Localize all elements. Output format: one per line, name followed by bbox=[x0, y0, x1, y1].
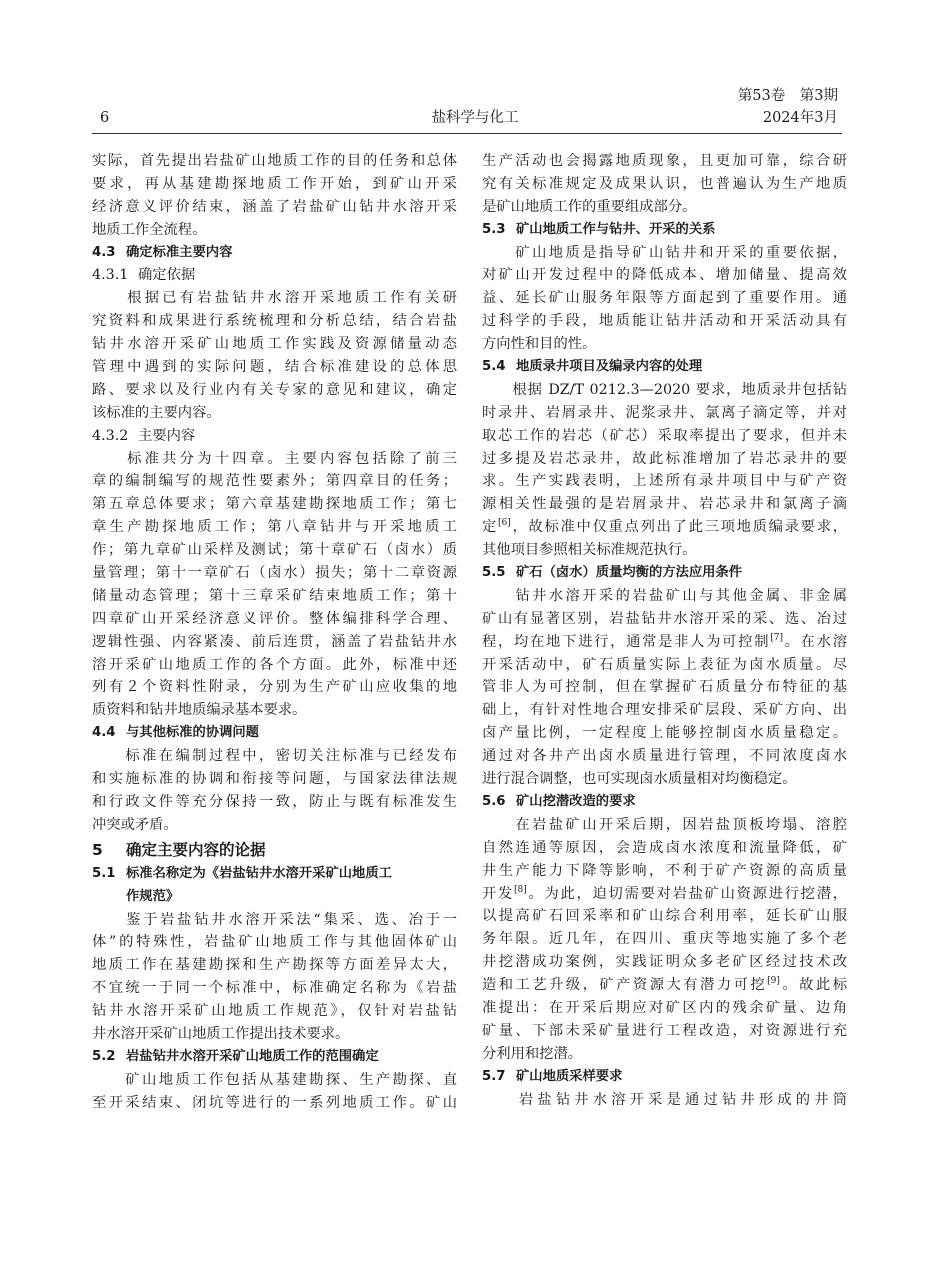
text-line: 其他项目参照相关标准规范执行。 bbox=[482, 542, 697, 559]
text-line: 地质工作在基建勘探和生产勘探等方面差异太大， bbox=[92, 957, 457, 974]
text-line: 地质工作全流程。 bbox=[92, 221, 207, 238]
subsection-heading bbox=[92, 886, 457, 909]
text-line: 源相关性最强的是岩屑录井、岩芯录井和氯离子滴 bbox=[482, 496, 847, 513]
text-line: 自然连通等原因，会造成卤水浓度和流量降低，矿 bbox=[482, 839, 847, 856]
heading-text: 确定标准主要内容 bbox=[126, 244, 233, 260]
subsection-heading bbox=[92, 425, 457, 448]
heading-text: 岩盐钻井水溶开采矿山地质工作的范围确定 bbox=[126, 1048, 379, 1064]
text-line: 管非人为可控制，但在掌握矿石质量分布特征的基 bbox=[482, 679, 847, 696]
heading-number: 5.2 bbox=[92, 1048, 116, 1064]
text-line: 过科学的手段，地质能让钻井活动和开采活动具有 bbox=[482, 313, 847, 330]
text-line: 进行混合调整，也可实现卤水质量相对均衡稳定。 bbox=[482, 771, 797, 788]
text-line: 经济意义评价结束，涵盖了岩盐矿山钻井水溶开采 bbox=[92, 198, 457, 215]
heading-number: 5 bbox=[92, 840, 103, 859]
right-column bbox=[482, 150, 847, 1111]
heading-text: 确定依据 bbox=[138, 267, 196, 284]
text-line: 卤产量比例，一定程度上能够控制卤水质量稳定。 bbox=[482, 725, 847, 742]
text-line: 在岩盐矿山开采后期，因岩盐顶板垮塌、溶腔 bbox=[482, 816, 847, 833]
text-line: 造和工艺升级，矿产资源大有潜力可挖[9]。故此标 bbox=[482, 976, 847, 994]
text-line: 钻井水溶开采的岩盐矿山与其他金属、非金属 bbox=[482, 587, 847, 604]
text-line: 管理中遇到的实际问题，结合标准建设的总体思 bbox=[92, 359, 457, 376]
subsection-heading bbox=[482, 219, 847, 242]
heading-text: 地质录井项目及编录内容的处理 bbox=[516, 359, 703, 375]
text-line: 矿山地质是指导矿山钻井和开采的重要依据， bbox=[482, 244, 847, 261]
text-line: 路、要求以及行业内有关专家的意见和建议，确定 bbox=[92, 381, 457, 398]
text-line: 至开采结束、闭坑等进行的一系列地质工作。矿山 bbox=[92, 1094, 457, 1111]
heading-text: 矿山挖潜改造的要求 bbox=[516, 793, 636, 809]
text-line: 冲突或矛盾。 bbox=[92, 816, 178, 833]
text-line: 质资料和钻井地质编录基本要求。 bbox=[92, 702, 307, 719]
text-line: 是矿山地质工作的重要组成部分。 bbox=[482, 198, 697, 215]
text-line: 生产活动也会揭露地质现象，且更加可靠，综合研 bbox=[482, 153, 847, 169]
heading-text: 矿山地质工作与钻井、开采的关系 bbox=[516, 221, 716, 237]
heading-text: 确定主要内容的论据 bbox=[126, 840, 266, 859]
text-line: 益、延长矿山服务年限等方面起到了重要作用。通 bbox=[482, 290, 847, 307]
text-line: 以提高矿石回采率和矿山综合利用率，延长矿山服 bbox=[482, 908, 847, 925]
heading-number: 5.6 bbox=[482, 793, 506, 809]
issue-date: 2024年3月 bbox=[762, 110, 838, 126]
heading-text: 矿山地质采样要求 bbox=[516, 1068, 623, 1084]
left-column bbox=[92, 150, 457, 1115]
subsection-heading bbox=[92, 264, 457, 287]
text-line: 矿山地质工作包括从基建勘探、生产勘探、直 bbox=[92, 1071, 457, 1088]
heading-number: 5.3 bbox=[482, 221, 506, 237]
heading-number: 5.1 bbox=[92, 865, 116, 881]
text-line: 础上，有针对性地合理安排采矿层段、采矿方向、出 bbox=[482, 702, 847, 719]
subsection-heading bbox=[92, 1046, 457, 1069]
text-line: 岩盐钻井水溶开采是通过钻井形成的井筒 bbox=[482, 1091, 847, 1108]
text-line: 究有关标准规定及成果认识，也普遍认为生产地质 bbox=[482, 175, 847, 192]
journal-title: 盐科学与化工 bbox=[431, 110, 519, 126]
subsection-heading bbox=[482, 562, 847, 585]
text-line: 取芯工作的岩芯（矿芯）采取率提出了要求，但并未 bbox=[482, 427, 847, 444]
page-number: 6 bbox=[100, 110, 110, 126]
heading-number: 4.4 bbox=[92, 725, 116, 741]
text-line: 务年限。近几年，在四川、重庆等地实施了多个老 bbox=[482, 931, 847, 948]
heading-number: 5.4 bbox=[482, 359, 506, 375]
subsection-heading bbox=[92, 242, 457, 265]
text-line: 溶开采矿山地质工作的各个方面。此外，标准中还 bbox=[92, 656, 457, 673]
text-line: 实际，首先提出岩盐矿山地质工作的目的任务和总体 bbox=[92, 153, 457, 169]
text-line: 储量动态管理；第十三章采矿结束地质工作；第十 bbox=[92, 587, 457, 604]
volume-issue: 第53卷 第3期 bbox=[737, 88, 838, 104]
heading-text: 作规范》 bbox=[126, 888, 180, 904]
text-line: 方向性和目的性。 bbox=[482, 336, 597, 353]
text-line: 和行政文件等充分保持一致，防止与既有标准发生 bbox=[92, 793, 457, 810]
text-line: 第五章总体要求；第六章基建勘探地质工作；第七 bbox=[92, 496, 457, 513]
heading-number: 5.5 bbox=[482, 565, 506, 581]
heading-text: 矿石（卤水）质量均衡的方法应用条件 bbox=[516, 565, 743, 581]
subsection-heading bbox=[482, 356, 847, 379]
text-line: 矿量、下部未采矿量进行工程改造，对资源进行充 bbox=[482, 1022, 847, 1039]
heading-number: 4.3 bbox=[92, 244, 116, 260]
heading-text: 与其他标准的协调问题 bbox=[126, 725, 259, 741]
text-line: 开发[8]。为此，迫切需要对岩盐矿山资源进行挖潜， bbox=[482, 884, 847, 902]
text-line: 和实施标准的协调和衔接等问题，与国家法律法规 bbox=[92, 771, 457, 788]
text-line: 钻井水溶开采矿山地质工作规范》，仅针对岩盐钻 bbox=[92, 1003, 457, 1020]
subsection-heading bbox=[92, 722, 457, 745]
subsection-heading bbox=[482, 1066, 847, 1089]
text-line: 程，均在地下进行，通常是非人为可控制[7]。在水溶 bbox=[482, 632, 847, 650]
text-line: 矿山有显著区别，岩盐钻井水溶开采的采、选、冶过 bbox=[482, 610, 847, 627]
text-line: 标准在编制过程中，密切关注标准与已经发布 bbox=[92, 748, 457, 765]
subsection-heading bbox=[482, 791, 847, 814]
text-line: 钻井水溶开采矿山地质工作实践及资源储量动态 bbox=[92, 336, 457, 353]
text-line: 过多提及岩芯录井，故此标准增加了岩芯录井的要 bbox=[482, 450, 847, 467]
text-line: 逻辑性强、内容紧凑、前后连贯，涵盖了岩盐钻井水 bbox=[92, 633, 457, 650]
text-line: 不宜统一于同一个标准中，标准确定名称为《岩盐 bbox=[92, 980, 457, 997]
text-line: 作；第九章矿山采样及测试；第十章矿石（卤水）质 bbox=[92, 542, 457, 559]
text-line: 准提出：在开采后期应对矿区内的残余矿量、边角 bbox=[482, 999, 847, 1016]
text-line: 章生产勘探地质工作；第八章钻井与开采地质工 bbox=[92, 519, 457, 536]
subsection-heading bbox=[92, 863, 457, 886]
text-line: 井挖潜成功案例，实践证明众多老矿区经过技术改 bbox=[482, 954, 847, 971]
text-line: 井生产能力下降等影响，不利于矿产资源的高质量 bbox=[482, 862, 847, 879]
heading-number: 4.3.2 bbox=[92, 427, 129, 444]
heading-text: 主要内容 bbox=[138, 427, 196, 444]
text-line: 分利用和挖潜。 bbox=[482, 1045, 583, 1062]
text-line: 该标准的主要内容。 bbox=[92, 404, 221, 421]
text-line: 章的编制编写的规范性要素外；第四章目的任务； bbox=[92, 473, 457, 490]
section-heading bbox=[92, 837, 457, 863]
text-line: 四章矿山开采经济意义评价。整体编排科学合理、 bbox=[92, 610, 457, 627]
text-line: 通过对各井产出卤水质量进行管理，不同浓度卤水 bbox=[482, 748, 847, 765]
text-line: 鉴于岩盐钻井水溶开采法“集采、选、冶于一 bbox=[92, 911, 457, 928]
text-line: 标准共分为十四章。主要内容包括除了前三 bbox=[92, 450, 457, 467]
text-line: 要求，再从基建勘探地质工作开始，到矿山开采 bbox=[92, 175, 457, 192]
text-line: 开采活动中，矿石质量实际上表征为卤水质量。尽 bbox=[482, 656, 847, 673]
text-line: 究资料和成果进行系统梳理和分析总结，结合岩盐 bbox=[92, 313, 457, 330]
heading-number: 5.7 bbox=[482, 1068, 506, 1084]
text-line: 求。生产实践表明，上述所有录井项目中与矿产资 bbox=[482, 473, 847, 490]
text-line: 时录井、岩屑录井、泥浆录井、氯离子滴定等，并对 bbox=[482, 404, 847, 421]
text-line: 定[6]，故标准中仅重点列出了此三项地质编录要求， bbox=[482, 518, 847, 536]
text-line: 对矿山开发过程中的降低成本、增加储量、提高效 bbox=[482, 267, 847, 284]
text-line: 体”的特殊性，岩盐矿山地质工作与其他固体矿山 bbox=[92, 934, 457, 951]
text-line: 列有２个资料性附录，分别为生产矿山应收集的地 bbox=[92, 679, 457, 696]
text-line: 井水溶开采矿山地质工作提出技术要求。 bbox=[92, 1025, 350, 1042]
heading-text: 标准名称定为《岩盐钻井水溶开采矿山地质工 bbox=[126, 865, 392, 881]
heading-number: 4.3.1 bbox=[92, 267, 129, 284]
text-line: 根据已有岩盐钻井水溶开采地质工作有关研 bbox=[92, 290, 457, 307]
text-line: 根据 DZ/T 0212.3—2020 要求，地质录井包括钻 bbox=[482, 381, 847, 398]
text-line: 量管理；第十一章矿石（卤水）损失；第十二章资源 bbox=[92, 565, 457, 582]
header-rule bbox=[92, 133, 842, 134]
